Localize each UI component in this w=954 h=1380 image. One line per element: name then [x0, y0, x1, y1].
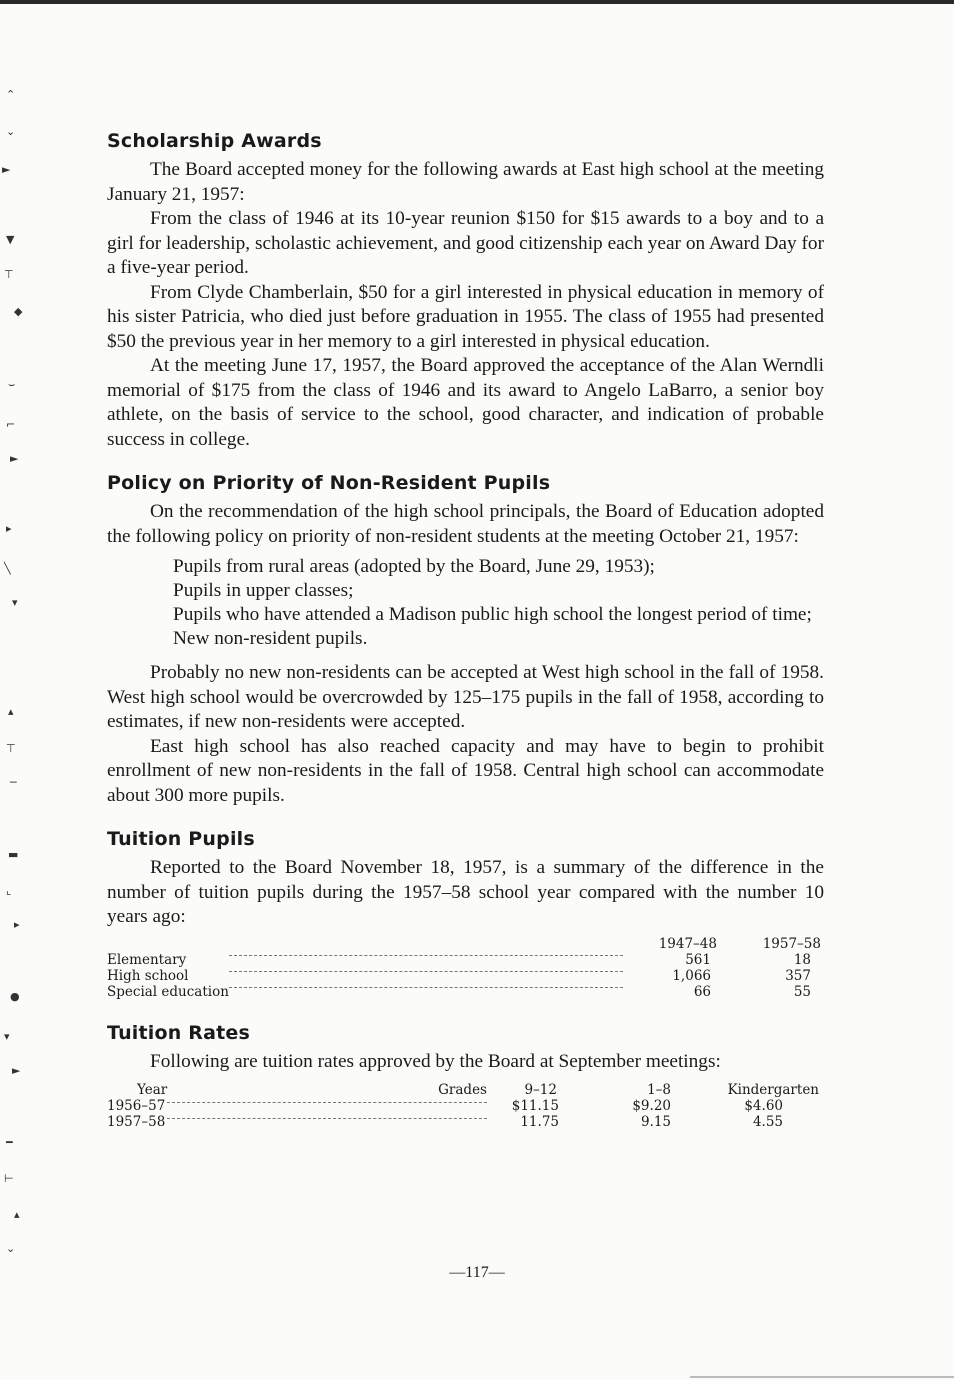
section-heading: Tuition Rates	[107, 1021, 251, 1044]
cell: $9.20	[632, 1098, 671, 1114]
row-label: 1957–58	[107, 1114, 166, 1130]
paragraph: On the recommendation of the high school principals, the Board of Education adopted the following policy on priority of non-resident students at the meeting October 21, 1957:	[107, 501, 824, 547]
cell: 66	[693, 983, 711, 1000]
table-row	[107, 1098, 819, 1114]
table-header-row	[107, 1082, 819, 1098]
tuition-pupils-table	[107, 936, 827, 1000]
top-border	[0, 0, 954, 4]
column-header: 1947–48	[658, 935, 717, 952]
cell: 18	[793, 951, 811, 968]
page-number: —117—	[449, 1264, 505, 1281]
section-heading: Policy on Priority of Non-Resident Pupils	[107, 472, 551, 494]
table-row	[107, 952, 827, 968]
list-item: Pupils from rural areas (adopted by the Board, June 29, 1953);	[173, 556, 655, 577]
column-header: Grades	[438, 1082, 487, 1098]
tuition-rates-table	[107, 1082, 819, 1130]
column-header: Kindergarten	[727, 1082, 819, 1098]
cell: 9.15	[640, 1114, 671, 1130]
policy-section	[107, 472, 824, 808]
section-heading: Scholarship Awards	[107, 130, 322, 152]
row-label: Special education	[107, 983, 229, 1000]
table-header-row	[107, 936, 827, 952]
paragraph: From the class of 1946 at its 10-year reunion $150 for $15 awards to a boy and to a girl for leadership, scholastic achievement, and good citizenship each year on Award Day for a five-year period.	[107, 208, 824, 278]
paragraph: East high school has also reached capacity and may have to begin to prohibit enrollment of new non-residents in the fall of 1958. Central high school can accommodate about 300 more pupils.	[107, 735, 824, 806]
tuition-rates-section	[107, 1022, 824, 1131]
paragraph: Reported to the Board November 18, 1957, is a summary of the difference in the number of tuition pupils during the 1957–58 school year compared with the number 10 years ago:	[107, 857, 824, 927]
section-heading: Tuition Pupils	[107, 828, 255, 850]
cell: 561	[685, 951, 711, 968]
priority-list	[107, 555, 824, 651]
paragraph: From Clyde Chamberlain, $50 for a girl interested in physical education in memory of his sister Patricia, who died just before graduation in 1955. The class of 1955 had presented $50 the previous year in her memory to a girl interested in physical education.	[107, 281, 824, 352]
paragraph: Probably no new non-residents can be accepted at West high school in the fall of 1958. West high school would be overcrowded by 125–175 pupils in the fall of 1958, according to estimates, if new non-residents were accepted.	[107, 662, 824, 732]
list-item: Pupils who have attended a Madison public high school the longest period of time;	[173, 604, 812, 625]
column-header: Year	[137, 1082, 168, 1098]
row-label: High school	[107, 967, 189, 984]
paragraph: Following are tuition rates approved by the Board at September meetings:	[150, 1050, 721, 1072]
column-header: 9–12	[524, 1082, 557, 1098]
column-header: 1957–58	[762, 935, 821, 952]
column-header: 1–8	[647, 1082, 671, 1098]
cell: 55	[793, 983, 811, 1000]
cell: 4.55	[752, 1114, 783, 1130]
margin-marks: ⌃ ⌄ ► ▼ ⊤ ◆ ⌣ ⌐ ► ▸ ╲ ▾ ▴ ⊤ ─ ▬ ⌞ ▸ ● ▾ ► ━ ⊢ ▴ ⌄	[2, 88, 23, 1255]
table-row	[107, 968, 827, 984]
list-item: Pupils in upper classes;	[173, 580, 354, 601]
cell: 1,066	[672, 967, 711, 984]
page-content	[107, 130, 824, 1150]
cell: $4.60	[744, 1098, 783, 1114]
table-row	[107, 984, 827, 1000]
bottom-border	[690, 1376, 954, 1378]
cell: 11.75	[520, 1114, 559, 1130]
row-label: 1956–57	[107, 1098, 166, 1114]
list-item: New non-resident pupils.	[173, 628, 368, 649]
row-label: Elementary	[107, 951, 187, 968]
paragraph: The Board accepted money for the following awards at East high school at the meeting January 21, 1957:	[107, 159, 824, 205]
table-row	[107, 1114, 819, 1130]
scholarship-section	[107, 130, 824, 452]
cell: $11.15	[511, 1098, 559, 1114]
cell: 357	[785, 967, 811, 984]
tuition-pupils-section	[107, 828, 824, 1000]
paragraph: At the meeting June 17, 1957, the Board approved the acceptance of the Alan Werndli memorial of $175 from the class of 1946 and its award to Angelo LaBarro, a senior boy athlete, on the basis of service to the school, good character, and indication of probable success in college.	[107, 355, 824, 450]
